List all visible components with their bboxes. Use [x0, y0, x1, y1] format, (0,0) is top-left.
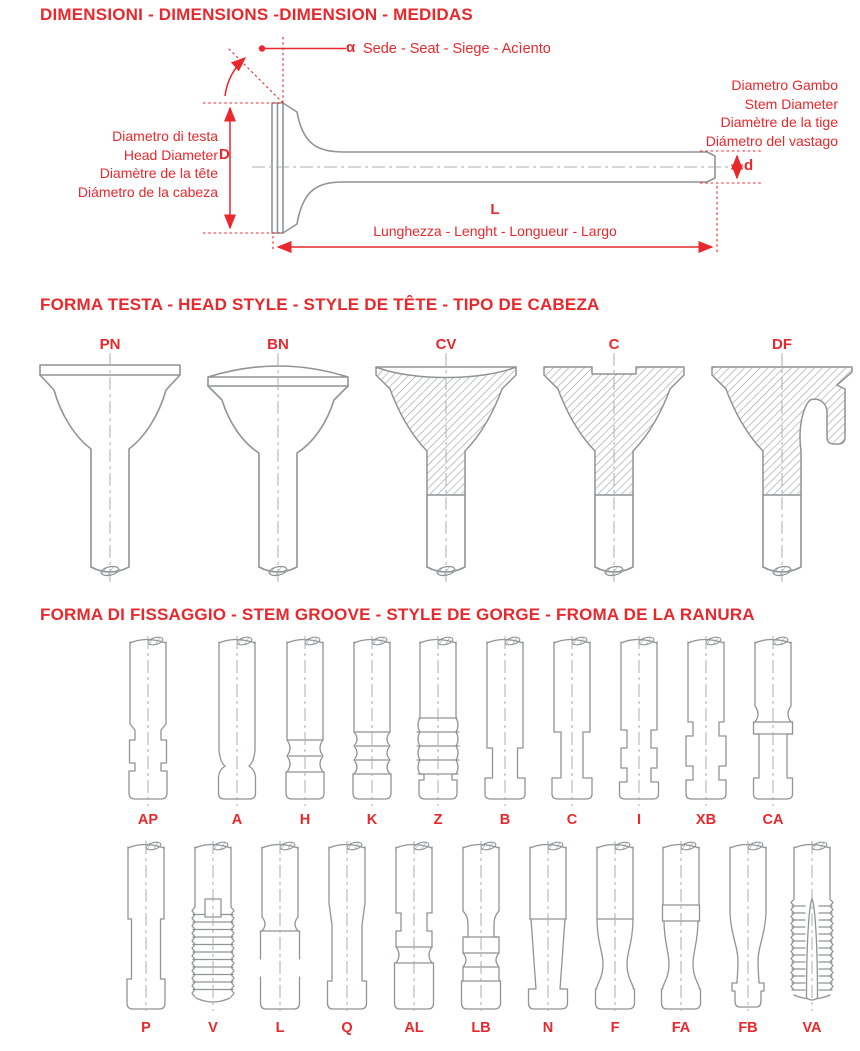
alpha-symbol: α — [346, 39, 356, 56]
stem-groove-figure — [674, 636, 738, 808]
stem-cut-hatch — [371, 636, 387, 646]
stem-groove-label: Z — [433, 812, 443, 828]
stem-groove-drawing — [540, 636, 604, 808]
stem-cut-hatch — [772, 636, 788, 646]
stem-groove-drawing — [248, 841, 312, 1013]
stem-diameter-line: Stem Diameter — [744, 95, 838, 112]
stem-cut-hatch — [614, 841, 630, 851]
stem-cut-hatch — [571, 636, 587, 646]
stem-cut-hatch — [268, 565, 287, 577]
head-style-drawing — [697, 345, 860, 593]
stem-cut-hatch — [236, 636, 252, 646]
seat-label: Sede - Seat - Siege - Acìento — [363, 41, 551, 57]
stem-groove-drawing — [273, 636, 337, 808]
stem-cut-hatch — [304, 636, 320, 646]
stem-groove-drawing — [406, 636, 470, 808]
stem-groove-figure — [516, 841, 580, 1013]
stem-groove-figure — [780, 841, 844, 1013]
stem-groove-drawing — [473, 636, 537, 808]
stem-cut-hatch — [212, 841, 228, 851]
stem-groove-label: Q — [341, 1020, 353, 1036]
stem-groove-drawing — [449, 841, 513, 1013]
head-diameter-line: Diamètre de la tête — [99, 165, 218, 181]
stem-groove-label: AL — [404, 1020, 424, 1036]
head-diameter-line: Diámetro de la cabeza — [77, 183, 218, 200]
stem-groove-label: V — [208, 1020, 218, 1036]
length-symbol: L — [490, 201, 500, 218]
head-style-label: CV — [435, 336, 457, 353]
head-style-figure — [25, 345, 195, 593]
stem-groove-label: LB — [471, 1020, 491, 1036]
stem-groove-figure — [315, 841, 379, 1013]
stem-cut-hatch — [413, 841, 429, 851]
head-style-label: C — [608, 336, 620, 353]
head-style-drawing — [529, 345, 699, 593]
stem-diameter-line: Diamètre de la tige — [720, 114, 838, 130]
stem-groove-figure — [273, 636, 337, 808]
stem-groove-figure — [540, 636, 604, 808]
head-diameter-symbol: D — [219, 146, 230, 163]
head-diameter-line: Head Diameter — [123, 146, 218, 163]
stem-cut-hatch — [547, 841, 563, 851]
stem-cut-hatch — [705, 636, 721, 646]
head-style-label: BN — [267, 336, 289, 353]
stem-cut-hatch — [145, 841, 161, 851]
stem-cut-hatch — [811, 841, 827, 851]
stem-groove-figure — [449, 841, 513, 1013]
stem-groove-figure — [382, 841, 446, 1013]
stem-groove-label: VA — [802, 1020, 822, 1036]
stem-groove-drawing — [741, 636, 805, 808]
stem-groove-drawing — [315, 841, 379, 1013]
stem-groove-figure — [607, 636, 671, 808]
stem-groove-label: C — [566, 812, 578, 828]
stem-groove-label: L — [275, 1020, 285, 1036]
stem-groove-drawing — [674, 636, 738, 808]
dimensions-section-title: DIMENSIONI - DIMENSIONS -DIMENSION - MEDIDAS — [40, 5, 473, 24]
stem-groove-drawing — [181, 841, 245, 1013]
stem-groove-drawing — [780, 841, 844, 1013]
stem-groove-drawing — [205, 636, 269, 808]
stem-cut-hatch — [346, 841, 362, 851]
stem-groove-label: XB — [695, 812, 717, 828]
stem-cut-hatch — [772, 565, 791, 577]
head-diameter-label-block — [10, 127, 218, 201]
stem-groove-figure — [473, 636, 537, 808]
stem-groove-label: K — [366, 812, 378, 828]
stem-groove-label: B — [499, 812, 511, 828]
stem-groove-figure — [406, 636, 470, 808]
stem-groove-drawing — [583, 841, 647, 1013]
stem-diameter-label-block — [598, 76, 838, 150]
stem-groove-label: P — [141, 1020, 151, 1036]
stem-outline — [261, 847, 266, 959]
head-style-figure — [361, 345, 531, 593]
stem-groove-label: AP — [137, 812, 159, 828]
stem-groove-figure — [114, 841, 178, 1013]
stem-groove-drawing — [340, 636, 404, 808]
head-style-figure — [193, 345, 363, 593]
stem-cut-hatch — [100, 565, 119, 577]
stem-groove-drawing — [516, 841, 580, 1013]
stem-groove-figure — [205, 636, 269, 808]
stem-groove-drawing — [382, 841, 446, 1013]
stem-cut-hatch — [437, 636, 453, 646]
head-style-drawing — [25, 345, 195, 593]
head-style-figure — [529, 345, 699, 593]
head-style-drawing — [193, 345, 363, 593]
stem-groove-drawing — [114, 841, 178, 1013]
head-style-figure — [697, 345, 860, 593]
stem-grooves-section-title: FORMA DI FISSAGGIO - STEM GROOVE - STYLE DE GORGE - FROMA DE LA RANURA — [40, 605, 755, 624]
stem-groove-figure — [116, 636, 180, 808]
head-style-drawing — [361, 345, 531, 593]
stem-groove-figure — [716, 841, 780, 1013]
stem-groove-drawing — [116, 636, 180, 808]
stem-outline — [196, 998, 230, 1002]
stem-groove-drawing — [716, 841, 780, 1013]
head-styles-section-title: FORMA TESTA - HEAD STYLE - STYLE DE TÊTE - TIPO DE CABEZA — [40, 295, 600, 314]
stem-groove-label: FB — [738, 1020, 758, 1036]
stem-cut-hatch — [147, 636, 163, 646]
stem-groove-label: H — [299, 812, 311, 828]
stem-cut-hatch — [504, 636, 520, 646]
stem-groove-figure — [340, 636, 404, 808]
length-label: Lunghezza - Lenght - Longueur - Largo — [373, 223, 617, 239]
stem-groove-figure — [583, 841, 647, 1013]
alpha-angle-arc — [225, 58, 245, 96]
stem-groove-label: FA — [671, 1020, 691, 1036]
stem-cut-hatch — [480, 841, 496, 851]
stem-groove-drawing — [649, 841, 713, 1013]
stem-groove-figure — [741, 636, 805, 808]
stem-groove-figure — [649, 841, 713, 1013]
head-style-label: PN — [99, 336, 121, 353]
stem-diameter-line: Diametro Gambo — [731, 77, 838, 93]
valve-head-face — [272, 103, 283, 233]
stem-cut-hatch — [604, 565, 623, 577]
stem-groove-label: N — [542, 1020, 554, 1036]
stem-cut-hatch — [638, 636, 654, 646]
stem-cut-hatch — [279, 841, 295, 851]
stem-cut-hatch — [747, 841, 763, 851]
stem-groove-drawing — [607, 636, 671, 808]
stem-groove-label: I — [636, 812, 642, 828]
head-diameter-line: Diametro di testa — [112, 128, 218, 144]
stem-diameter-symbol: d — [744, 157, 754, 174]
stem-groove-figure — [248, 841, 312, 1013]
stem-cut-hatch — [436, 565, 455, 577]
head-style-label: DF — [772, 336, 792, 353]
stem-outline — [295, 847, 300, 959]
stem-groove-label: A — [231, 812, 243, 828]
stem-cut-hatch — [680, 841, 696, 851]
stem-groove-figure — [181, 841, 245, 1013]
stem-groove-label: F — [610, 1020, 620, 1036]
stem-diameter-line: Diámetro del vastago — [705, 132, 838, 149]
stem-groove-label: CA — [762, 812, 784, 828]
